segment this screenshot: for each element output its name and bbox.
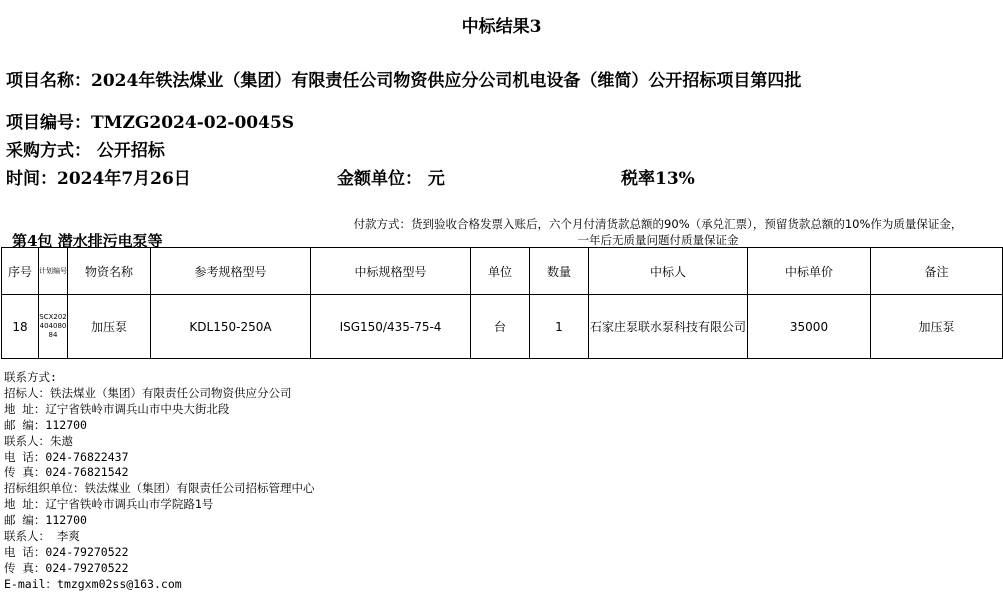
header-item-name: 物资名称: [68, 248, 151, 295]
cell-ref-spec: KDL150-250A: [151, 295, 311, 359]
table-row: [2, 295, 1003, 359]
header-seq: 序号: [2, 248, 39, 295]
header-unit-price: 中标单价: [748, 248, 871, 295]
procurement-method: 采购方式： 公开招标: [6, 141, 165, 161]
payment-terms-line2: 一年后无质量问题付质量保证金: [577, 233, 739, 247]
package-title: 第4包 潜水排污电泵等: [12, 232, 163, 250]
cell-item-name: 加压泵: [68, 295, 151, 359]
agency-email: E-mail：tmzgxm02ss@163.com: [4, 576, 182, 591]
header-ref-spec: 参考规格型号: [151, 248, 311, 295]
project-name: 项目名称：2024年铁法煤业（集团）有限责任公司物资供应分公司机电设备（维简）公开招标项目第四批: [6, 71, 802, 91]
page-title: 中标结果3: [461, 17, 542, 37]
agency-zip: 邮 编：112700: [4, 513, 87, 528]
header-winner: 中标人: [589, 248, 748, 295]
cell-qty: 1: [530, 295, 589, 359]
award-table: [1, 247, 1003, 359]
agency-phone: 电 话：024-79270522: [4, 544, 129, 559]
contact-heading: 联系方式:: [4, 370, 57, 384]
cell-plan-no: SCX202404080 84: [39, 295, 68, 359]
table-header-row: [2, 248, 1003, 295]
payment-terms-line1: 付款方式：货到验收合格发票入账后，六个月付清货款总额的90%（承兑汇票），预留货款总额的10%作为质量保证金，: [353, 217, 963, 231]
header-qty: 数量: [530, 248, 589, 295]
cell-win-spec: ISG150/435-75-4: [311, 295, 471, 359]
contact-section: [4, 370, 315, 593]
header-remark: 备注: [871, 248, 1003, 295]
cell-winner: 石家庄泵联水泵科技有限公司: [589, 295, 748, 359]
cell-remark: 加压泵: [871, 295, 1003, 359]
header-win-spec: 中标规格型号: [311, 248, 471, 295]
project-number: 项目编号：TMZG2024-02-0045S: [6, 113, 295, 133]
agency: 招标组织单位：铁法煤业（集团）有限责任公司招标管理中心: [4, 481, 315, 496]
date: 时间：2024年7月26日: [6, 169, 191, 189]
cell-unit-price: 35000: [748, 295, 871, 359]
agency-address: 地 址：辽宁省铁岭市调兵山市学院路1号: [4, 497, 214, 512]
header-unit: 单位: [471, 248, 530, 295]
tenderer: 招标人：铁法煤业（集团）有限责任公司物资供应分公司: [4, 385, 292, 400]
tenderer-zip: 邮 编：112700: [4, 417, 87, 432]
tenderer-address: 地 址：辽宁省铁岭市调兵山市中央大街北段: [4, 401, 230, 416]
payment-terms: [316, 216, 1000, 248]
amount-unit: 金额单位： 元: [337, 169, 445, 189]
agency-contact-person: 联系人： 李爽: [4, 529, 80, 544]
header-plan-no: 计划编号: [39, 248, 68, 295]
tenderer-phone: 电 话：024-76822437: [4, 449, 129, 464]
cell-unit: 台: [471, 295, 530, 359]
tenderer-contact-person: 联系人：朱遨: [4, 433, 73, 448]
tax-rate: 税率13%: [621, 169, 695, 189]
agency-fax: 传 真：024-79270522: [4, 560, 129, 575]
cell-seq: 18: [2, 295, 39, 359]
tenderer-fax: 传 真：024-76821542: [4, 465, 129, 480]
